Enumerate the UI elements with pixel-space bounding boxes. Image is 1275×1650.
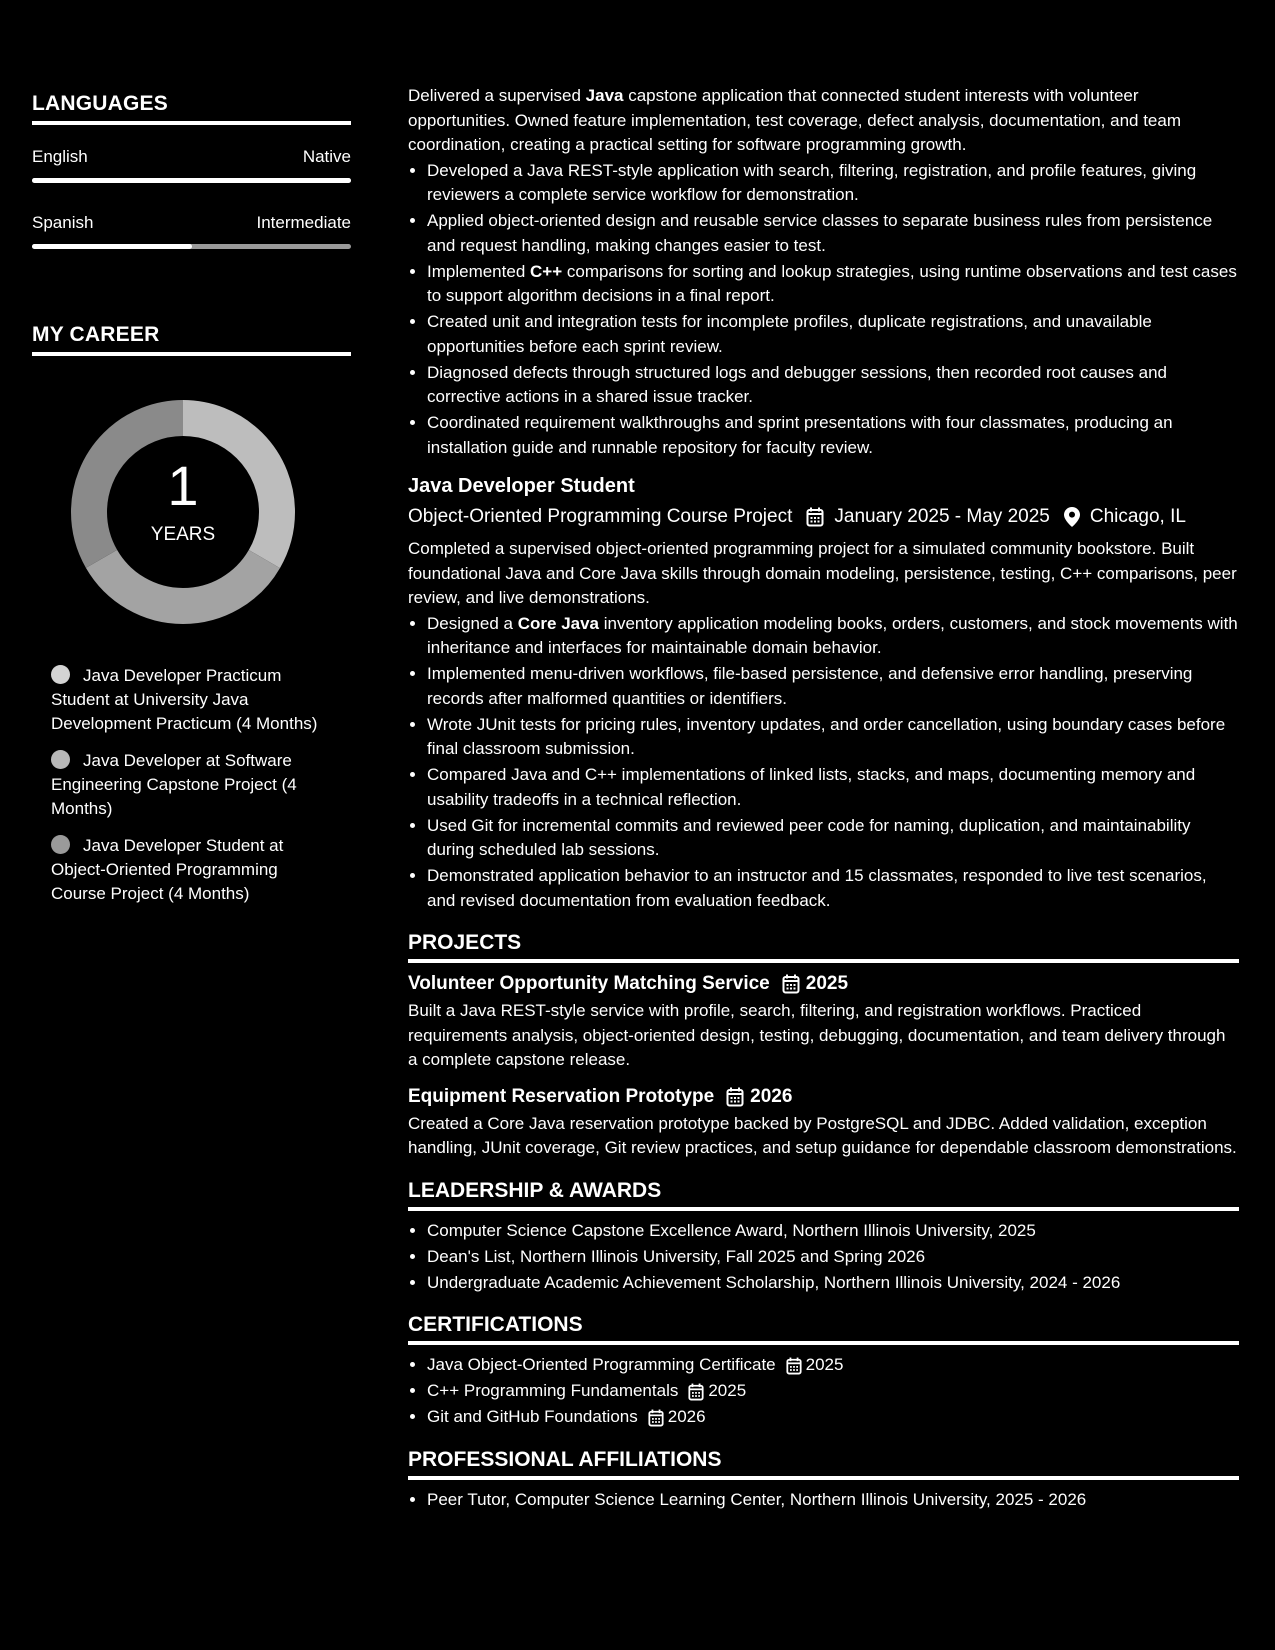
calendar-icon — [786, 1357, 802, 1375]
calendar-icon — [726, 1087, 744, 1107]
award-item: • Computer Science Capstone Excellence Award, Northern Illinois University, 2025 — [427, 1219, 1239, 1244]
career-donut-chart — [63, 392, 303, 632]
job-summary: Completed a supervised object-oriented programming project for a simulated community bookstore. Built foundational Java and Core Java skills through domain modeling, persistence, testing, C++ comparisons, peer review, and live demonstrations. — [408, 539, 1237, 607]
job-dates: January 2025 - May 2025 — [834, 506, 1050, 527]
career-item: Java Developer Practicum Student at University Java Development Practicum (4 Months) — [51, 666, 318, 733]
awards-heading: LEADERSHIP & AWARDS — [408, 1179, 1239, 1211]
language-level: Intermediate — [256, 213, 351, 232]
career-years-number: 1 — [167, 454, 199, 517]
job-bullet: • Applied object-oriented design and reusable service classes to separate business rules from persistence and request handling, making changes easier to test. — [427, 209, 1239, 258]
job-bullet: • Compared Java and C++ implementations of linked lists, stacks, and maps, documenting memory and usability tradeoffs in a technical reflection. — [427, 763, 1239, 812]
career-list — [51, 664, 331, 906]
job-bullet: • Implemented C++ comparisons for sorting and lookup strategies, using runtime observations and test cases to support algorithm decisions in a final report. — [427, 260, 1239, 309]
affiliations-list — [408, 1488, 1239, 1513]
job-bullets — [408, 612, 1239, 914]
award-item: • Undergraduate Academic Achievement Scholarship, Northern Illinois University, 2024 - 2026 — [427, 1271, 1239, 1296]
calendar-icon — [688, 1383, 704, 1401]
project-title: Volunteer Opportunity Matching Service — [408, 973, 770, 994]
bullet-dot-icon — [51, 665, 70, 684]
job-bullet: • Used Git for incremental commits and reviewed peer code for naming, duplication, and maintainability during scheduled lab sessions. — [427, 814, 1239, 863]
job-bullet: • Demonstrated application behavior to an instructor and 15 classmates, responded to live test scenarios, and revised documentation from evaluation feedback. — [427, 864, 1239, 913]
location-pin-icon — [1064, 507, 1080, 527]
job-location: Chicago, IL — [1089, 506, 1186, 527]
bullet-dot-icon — [51, 835, 70, 854]
project-year: 2026 — [750, 1085, 793, 1107]
job-bullet: • Implemented menu-driven workflows, file-based persistence, and defensive error handling, preserving records after malformed quantities or identifiers. — [427, 662, 1239, 711]
affiliations-heading: PROFESSIONAL AFFILIATIONS — [408, 1448, 1239, 1480]
job-bullet: • Developed a Java REST-style application with search, filtering, registration, and profile features, giving reviewers a complete service workflow for demonstration. — [427, 159, 1239, 208]
certification-item: • Git and GitHub Foundations 2026 — [427, 1405, 1239, 1430]
career-item: Java Developer at Software Engineering Capstone Project (4 Months) — [51, 751, 297, 818]
job-title: Java Developer Student — [408, 475, 635, 497]
project-year: 2025 — [805, 973, 849, 994]
certifications-list — [408, 1353, 1239, 1430]
language-name: Spanish — [32, 213, 94, 232]
language-name: English — [32, 147, 88, 166]
career-heading: MY CAREER — [32, 323, 351, 356]
calendar-icon — [782, 974, 800, 994]
language-proficiency-fill — [32, 178, 351, 183]
job-bullets — [408, 159, 1239, 461]
projects-heading: PROJECTS — [408, 931, 1239, 963]
language-item — [32, 213, 351, 249]
job-bullet: • Created unit and integration tests for incomplete profiles, duplicate registrations, and unavailable opportunities before each sprint review. — [427, 310, 1239, 359]
project-title: Equipment Reservation Prototype — [408, 1085, 715, 1107]
awards-list — [408, 1219, 1239, 1296]
language-item — [32, 147, 351, 183]
language-level: Native — [302, 147, 351, 166]
project-title-row — [408, 973, 1239, 995]
languages-heading: LANGUAGES — [32, 92, 351, 125]
sidebar — [32, 92, 351, 919]
job-bullet: • Diagnosed defects through structured logs and debugger sessions, then recorded root causes and corrective actions in a shared issue tracker. — [427, 361, 1239, 410]
job-organization: Object-Oriented Programming Course Project — [408, 506, 793, 527]
job-subheader — [408, 506, 1239, 528]
project-description: Created a Core Java reservation prototype backed by PostgreSQL and JDBC. Added validation, exception handling, JUnit coverage, Git review practices, and setup guidance for dependable classroom demonstrations. — [408, 1113, 1237, 1157]
job-bullet: • Coordinated requirement walkthroughs and sprint presentations with four classmates, producing an installation guide and runnable repository for faculty review. — [427, 411, 1239, 460]
language-proficiency-fill — [32, 244, 192, 249]
affiliation-item: • Peer Tutor, Computer Science Learning Center, Northern Illinois University, 2025 - 2026 — [427, 1488, 1239, 1513]
certification-item: • C++ Programming Fundamentals 2025 — [427, 1379, 1239, 1404]
certifications-heading: CERTIFICATIONS — [408, 1313, 1239, 1345]
career-years-label: YEARS — [150, 524, 216, 545]
job-bullet: • Wrote JUnit tests for pricing rules, inventory updates, and order cancellation, using boundary cases before final classroom submission. — [427, 713, 1239, 762]
calendar-icon — [648, 1409, 664, 1427]
job-summary: Delivered a supervised Java capstone application that connected student interests with volunteer opportunities. Owned feature implementation, test coverage, defect analysis, documentation, and team coordination, creating a practical setting for software programming growth. — [408, 86, 1182, 154]
career-item: Java Developer Student at Object-Oriented Programming Course Project (4 Months) — [51, 836, 284, 903]
project-title-row — [408, 1086, 1239, 1108]
award-item: • Dean's List, Northern Illinois University, Fall 2025 and Spring 2026 — [427, 1245, 1239, 1270]
calendar-icon — [806, 507, 824, 527]
bullet-dot-icon — [51, 750, 70, 769]
certification-item: • Java Object-Oriented Programming Certificate 2025 — [427, 1353, 1239, 1378]
language-proficiency-bar — [32, 178, 351, 183]
project-description: Built a Java REST-style service with profile, search, filtering, and registration workflows. Practiced requirements analysis, object-oriented design, testing, debugging, documentation, and team delivery through a complete capstone release. — [408, 1001, 1226, 1069]
job-bullet: • Designed a Core Java inventory application modeling books, orders, customers, and stock movements with inheritance and interfaces for maintainable domain behavior. — [427, 612, 1239, 661]
language-proficiency-bar — [32, 244, 351, 249]
main-content — [408, 84, 1239, 1514]
